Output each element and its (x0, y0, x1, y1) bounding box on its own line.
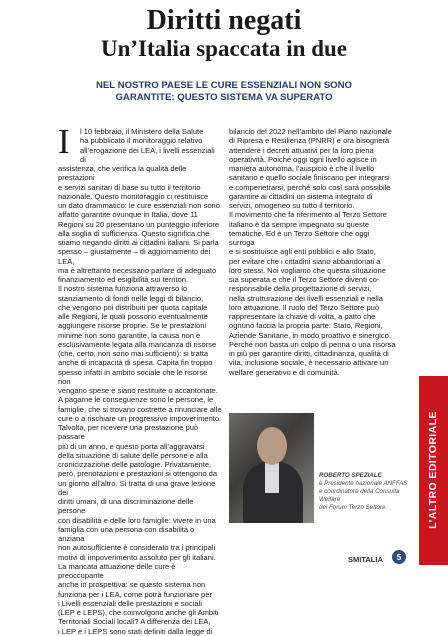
drop-cap: I (58, 122, 70, 161)
article-lead-text: l 10 febbraio, il Ministero della Salute ha pubblicato il monitoraggio relativo all’erogazione dei LEA, i livelli essenziali di (80, 127, 215, 164)
deck-summary: NEL NOSTRO PAESE LE CURE ESSENZIALI NON SONO GARANTITE: QUESTO SISTEMA VA SUPERATO (95, 80, 353, 103)
photo-caption (319, 472, 414, 512)
page-number-badge: 5 (392, 550, 406, 564)
section-tab (419, 376, 448, 565)
headline-subtitle: Un’Italia spaccata in due (101, 36, 347, 61)
article-column-1-text: assistenza, che verifica la qualità delle prestazioni e servizi sanitari di base su tutto il territorio nazionale. Questo monitoraggio ci restituisce un dato drammatico: le cure essenziali non sono affatto garantite ovunque in Italia, dove 11 Regioni su 20 presentano un punteggio inferiore alla soglia di sufficienza. Questo significa che stiamo negando diritti ai cittadini italiani. Si parla spesso – giustamente – di aggiornamento dei LEA, ma è altrettanto necessario parlare di adeguato finanziamento ed esigibilità sui territori. Il nostro sistema funziona attraverso lo stanziamento di fondi nelle leggi di bilancio, che vengono poi distribuiti per quota capitale alle Regioni, le quali possono eventualmente aggiungere risorse proprie. Se le prestazioni minime non sono garantite, la causa non è esclusivamente legata alla mancanza di risorse (che, certo, non sono mai sufficienti): si tratta anche di incapacità di spesa. Capita fin troppo spesso infatti in ambito sociale che le risorse non vengano spese e siano restituite o accantonate. A pagarne le conseguenze sono le persone, le famiglie, che si trovano costrette a rinunciare alle cure o a rischiare un progressivo impoverimento. Talvolta, per ricevere una prestazione può passare più di un anno, e questo porta all’aggravarsi della situazione di salute delle persone e alla cronicizzazione delle patologie. Privatamente, però, prenotazioni e prestazioni si ottengono da un giorno all’altro. Si tratta di una grave lesione dei diritti umani, di una discriminazione delle persone con disabilità e delle loro famiglie: vivere in una famiglia con una persona con disabilità o anziana non autosufficiente è considerato tra i principali motivi di impoverimento assoluto per gli italiani. La mancata attuazione delle cure è preoccupante anche in prospettiva: se questo sistema non funziona per i LEA, come potrà funzionare per i Livelli essenziali delle prestazioni e sociali (LEP e LEPS), che coinvolgono anche gli Ambiti Territoriali Sociali locali? A differenza dei LEA, i LEP e i LEPS sono stati definiti dalla legge di (58, 164, 222, 636)
article-column-1 (58, 122, 222, 636)
section-tab-label: L’ALTRO EDITORIALE (427, 411, 439, 529)
footer-publication: SMITALIA (348, 555, 383, 564)
author-role: è Presidente nazionale ANFFAS e coordinatore della Consulta Welfare del Forum Terzo Settore. (319, 480, 408, 511)
author-photo (229, 413, 314, 523)
article-column-2: bilancio del 2022 nell’ambito del Piano nazionale di Ripresa e Resilienza (PNRR) e ora bisognerà attendere i decreti attuativi per la loro piena operatività. Poiché oggi ogni livello agisce in maniera autonoma, l’auspicio è che il livello sanitario e quello sociale finiscano per integrarsi e compenetrarsi, perché solo così sarà possibile garantire ai cittadini un sistema integrato di servizi, omogeneo su tutto il territorio. Il movimento che fa riferimento al Terzo Settore italiano è da sempre impegnato su queste tematiche. Ed è un Terzo Settore che oggi surroga e si sostituisce agli enti pubblici e allo Stato, per evitare che i cittadini siano abbandonati a loro stessi. Noi vogliamo che questa situazione sia superata e che il Terzo Settore diventi co- responsabile della progettazione di servizi, nella strutturazione dei livelli essenziali e nella loro attuazione. Il ruolo del Terzo Settore può rappresentare la chiave di volta, a patto che ognuno faccia la propria parte: Stato, Regioni, Aziende Sanitarie, in modo proattivo e sinergico. Perché non basta un colpo di penna o una risorsa in più per garantire diritti, cittadinanza, qualità di vita, inclusione sociale, è necessario attivare un welfare generativo e di comunità. (229, 127, 396, 377)
headline-title: Diritti negati (146, 5, 302, 36)
photo-figure-shirt (265, 463, 279, 493)
author-name: ROBERTO SPEZIALE (319, 472, 382, 479)
photo-figure-head (257, 427, 287, 465)
